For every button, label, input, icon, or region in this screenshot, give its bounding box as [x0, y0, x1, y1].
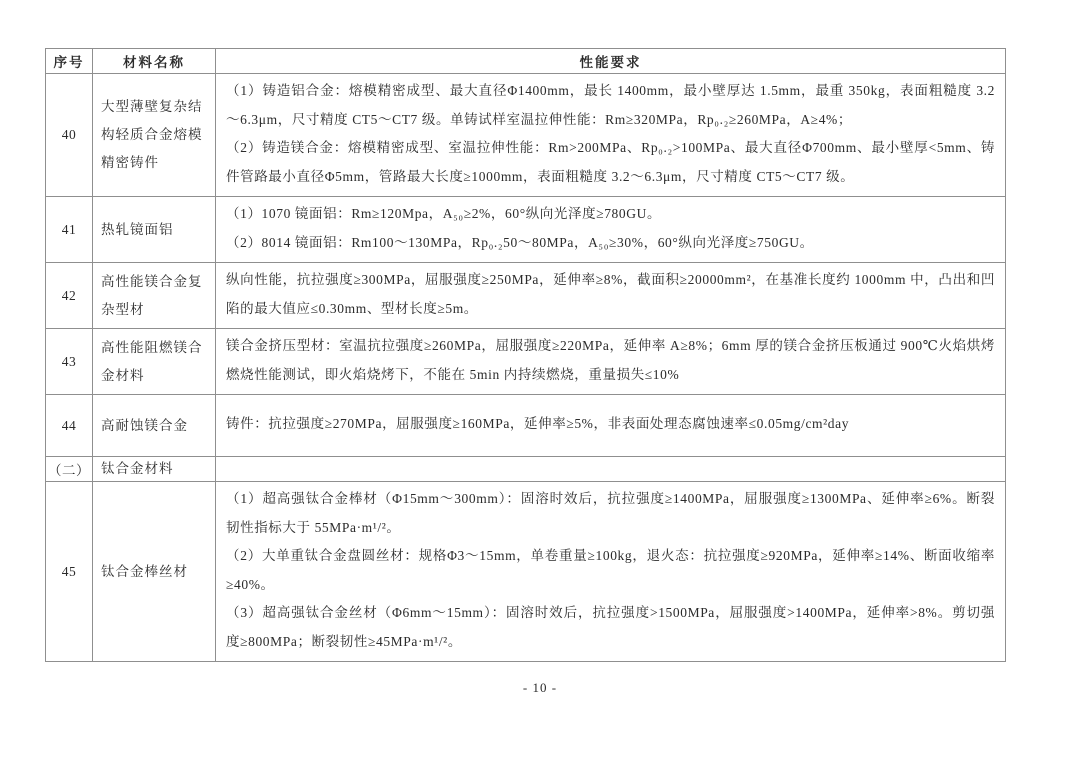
material-name-cell: 钛合金棒丝材	[93, 482, 216, 662]
requirement-paragraph: （2）8014 镜面铝：Rm100～130MPa，Rp₀.₂50～80MPa，A₅₀≥30%，60°纵向光泽度≥750GU。	[226, 234, 814, 250]
requirement-paragraph: 铸件：抗拉强度≥270MPa，屈服强度≥160MPa，延伸率≥5%，非表面处理态腐蚀速率≤0.05mg/cm²day	[226, 416, 850, 432]
row-index-cell: 43	[46, 329, 93, 395]
requirement-paragraph: 镁合金挤压型材：室温抗拉强度≥260MPa，屈服强度≥220MPa，延伸率 A≥8%；6mm 厚的镁合金挤压板通过 900℃火焰烘烤燃烧性能测试，即火焰烧烤下，不能在 5min 内持续燃烧，重量损失≤10%	[226, 338, 995, 382]
table-row	[46, 263, 1006, 329]
requirement-cell	[216, 395, 1006, 457]
page-number: - 10 -	[522, 680, 558, 695]
section-title-cell: 钛合金材料	[93, 457, 216, 482]
row-index-cell: 42	[46, 263, 93, 329]
material-name-cell: 高性能镁合金复杂型材	[93, 263, 216, 329]
requirement-cell	[216, 329, 1006, 395]
table-row	[46, 482, 1006, 662]
section-empty-cell	[216, 457, 1006, 482]
material-name-cell: 热轧镜面铝	[93, 197, 216, 263]
row-index-cell: 40	[46, 74, 93, 197]
header-material-name: 材料名称	[93, 49, 216, 74]
header-requirement: 性能要求	[216, 49, 1006, 74]
requirement-cell	[216, 263, 1006, 329]
requirement-paragraph: （1）铸造铝合金：熔模精密成型、最大直径Φ1400mm，最长 1400mm，最小壁厚达 1.5mm，最重 350kg，表面粗糙度 3.2～6.3μm，尺寸精度 CT5～CT7 级。单铸试样室温拉伸性能：Rm≥320MPa，Rp₀.₂≥260MPa，A≥4%；	[226, 83, 995, 127]
requirement-paragraph: （1）超高强钛合金棒材（Φ15mm～300mm）：固溶时效后，抗拉强度≥1400MPa，屈服强度≥1300MPa、延伸率≥6%。断裂韧性指标大于 55MPa·m¹/²。	[226, 491, 995, 535]
requirement-paragraph: （2）大单重钛合金盘圆丝材：规格Φ3～15mm，单卷重量≥100kg，退火态：抗拉强度≥920MPa，延伸率≥14%、断面收缩率≥40%。	[226, 548, 995, 592]
requirement-cell	[216, 197, 1006, 263]
row-index-cell: 45	[46, 482, 93, 662]
table-row	[46, 329, 1006, 395]
requirement-paragraph: （3）超高强钛合金丝材（Φ6mm～15mm）：固溶时效后，抗拉强度>1500MPa，屈服强度>1400MPa，延伸率>8%。剪切强度≥800MPa；断裂韧性≥45MPa·m¹/²。	[226, 605, 995, 649]
materials-spec-table	[45, 48, 1006, 662]
row-index-cell: 41	[46, 197, 93, 263]
table-row	[46, 395, 1006, 457]
section-index-cell: （二）	[46, 457, 93, 482]
material-name-cell: 高耐蚀镁合金	[93, 395, 216, 457]
material-name-cell: 大型薄壁复杂结构轻质合金熔模精密铸件	[93, 74, 216, 197]
section-row	[46, 457, 1006, 482]
header-index: 序号	[46, 49, 93, 74]
table-row	[46, 197, 1006, 263]
material-name-cell: 高性能阻燃镁合金材料	[93, 329, 216, 395]
requirement-paragraph: （1）1070 镜面铝：Rm≥120Mpa，A₅₀≥2%，60°纵向光泽度≥780GU。	[226, 206, 662, 221]
requirement-paragraph: 纵向性能，抗拉强度≥300MPa，屈服强度≥250MPa，延伸率≥8%，截面积≥20000mm²，在基准长度约 1000mm 中，凸出和凹陷的最大值应≤0.30mm、型材长度≥5m。	[226, 272, 995, 316]
requirement-cell	[216, 482, 1006, 662]
row-index-cell: 44	[46, 395, 93, 457]
table-row	[46, 74, 1006, 197]
requirement-paragraph: （2）铸造镁合金：熔模精密成型、室温拉伸性能：Rm>200MPa、Rp₀.₂>100MPa、最大直径Φ700mm、最小壁厚<5mm、铸件管路最小直径Φ5mm，管路最大长度≥1000mm，表面粗糙度 3.2～6.3μm，尺寸精度 CT5～CT7 级。	[226, 140, 995, 184]
requirement-cell	[216, 74, 1006, 197]
table-header-row	[46, 49, 1006, 74]
